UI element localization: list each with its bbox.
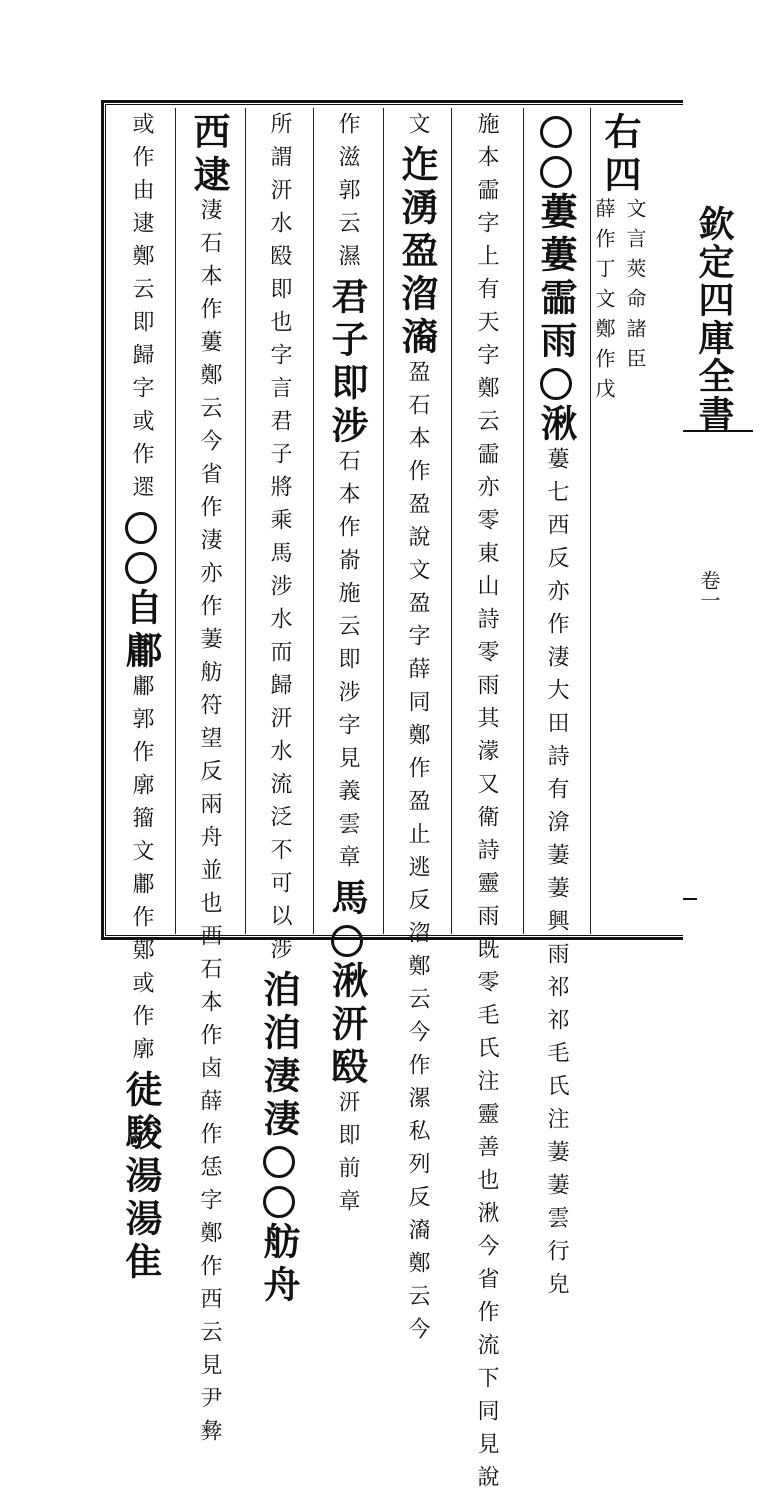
text-column-1	[600, 112, 640, 408]
spine-notch	[683, 430, 753, 472]
main-text: 迮湧盈㳷㵝	[397, 145, 437, 360]
annotation-line: 文言莢命諸臣	[621, 198, 650, 408]
text-column-8	[121, 112, 161, 1285]
main-text: 徒駿湯湯隹	[121, 1070, 161, 1285]
main-text: 蔞蔞霝雨	[536, 192, 576, 364]
commentary-text: 淒石本作蔞鄭云今省作淒亦作萋舫符望反兩舟並也西石本作卤薛作恁字鄭作西云見尹彜	[198, 198, 220, 1452]
commentary-text: 蔞七西反亦作淒大田詩有渰萋萋興雨祁祁毛氏注萋萋雲行皃	[545, 447, 567, 1305]
circle-mark	[331, 925, 363, 957]
main-text: 湫	[536, 404, 576, 447]
text-column-2	[536, 112, 576, 1305]
column-divider	[175, 108, 176, 934]
column-divider	[313, 108, 314, 934]
commentary-text: 盈石本作盈說文盈字薛同鄭作盈止逃反㳷鄭云今作漯私列反㵝鄭云今	[406, 360, 428, 1350]
column-divider	[383, 108, 384, 934]
commentary-text: 鄘郭作廓籀文鄘作鄚或作廓	[130, 674, 152, 1070]
main-text: 君子即涉	[327, 277, 367, 449]
circle-mark	[125, 552, 157, 584]
circle-mark	[540, 156, 572, 188]
circle-mark	[263, 1186, 295, 1218]
book-spine	[683, 100, 763, 940]
text-column-7	[189, 112, 229, 1452]
text-column-6	[259, 112, 299, 1308]
commentary-text: 作滋郭云濕	[336, 112, 358, 277]
main-text: 湫汧殹	[327, 961, 367, 1090]
text-column-4	[397, 112, 437, 1350]
commentary-text: 或作由逮鄭云即歸字或作遝	[130, 112, 152, 508]
main-text: 右四	[600, 112, 640, 198]
main-text: 洎洎淒淒	[259, 970, 299, 1142]
main-text: 西逮	[189, 112, 229, 198]
commentary-text: 汧即前章	[336, 1090, 358, 1222]
main-text: 舫舟	[259, 1222, 299, 1308]
commentary-text: 施本霝字上有天字鄭云霝亦零東山詩零雨其濛又衛詩靈雨既零毛氏注靈善也湫今省作流下同見說	[475, 112, 497, 1498]
commentary-text: 所謂汧水殹即也字言君子將乘馬涉水而歸汧水流泛不可以涉	[268, 112, 290, 970]
spine-volume: 卷一	[695, 570, 724, 610]
commentary-text: 文	[406, 112, 428, 145]
spine-tick	[683, 898, 697, 900]
annotation-line: 薛作丁文鄭作戊	[590, 198, 619, 408]
circle-mark	[125, 512, 157, 544]
circle-mark	[540, 368, 572, 400]
circle-mark	[540, 116, 572, 148]
spine-title: 欽定四庫全書	[689, 205, 740, 433]
main-text: 馬	[327, 878, 367, 921]
text-column-5	[327, 112, 367, 1222]
commentary-text: 石本作嵛施云即涉字見義雲章	[336, 449, 358, 878]
column-divider	[245, 108, 246, 934]
text-column-3	[466, 112, 506, 1498]
main-text: 自鄘	[121, 588, 161, 674]
circle-mark	[263, 1146, 295, 1178]
